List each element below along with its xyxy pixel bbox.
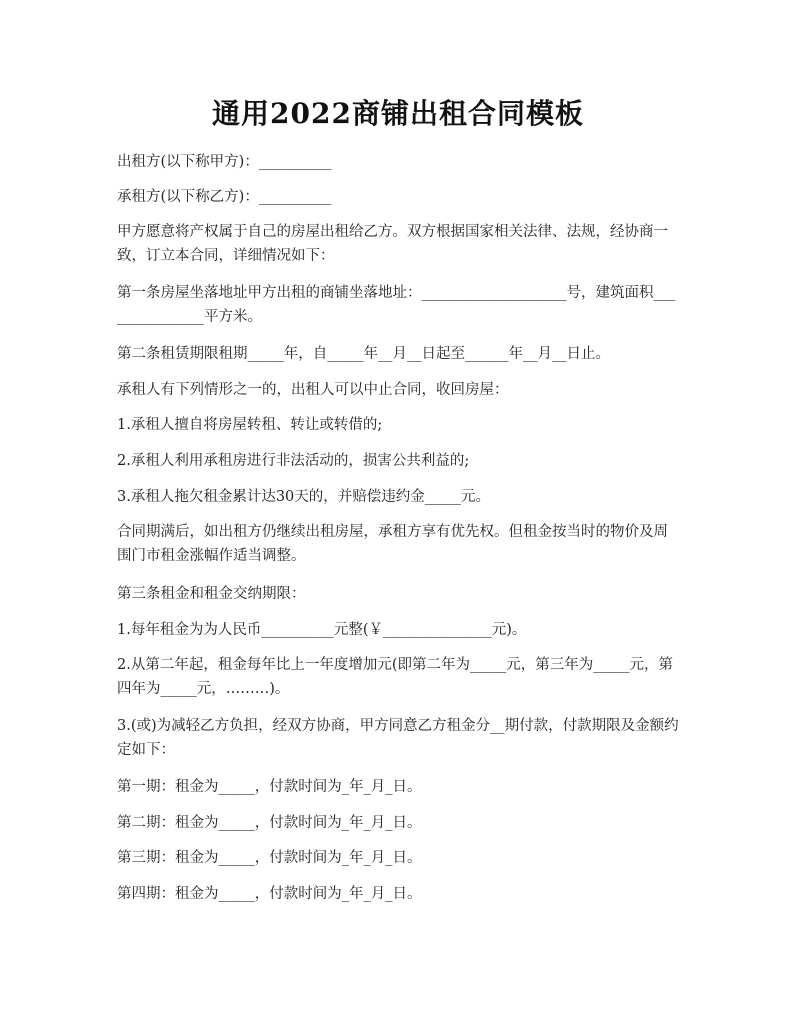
article-3-heading: 第三条租金和租金交纳期限： [117, 586, 306, 602]
document-title: 通用2022商铺出租合同模板 [212, 97, 584, 130]
article-2-paragraph: 第二条租赁期限租期_____年，自_____年__月__日起至______年__月__日止。 [117, 346, 610, 362]
rent-item-2: 2.从第二年起，租金每年比上一年度增加元(即第二年为_____元，第三年为_____元，第四年为_____元，………)。 [117, 657, 673, 697]
installment-3: 第三期：租金为_____，付款时间为_年_月_日。 [117, 850, 422, 866]
installment-4: 第四期：租金为_____，付款时间为_年_月_日。 [117, 886, 422, 902]
renewal-paragraph: 合同期满后，如出租方仍继续出租房屋，承租方享有优先权。但租金按当时的物价及周围门市租金涨幅作适当调整。 [117, 524, 668, 564]
rent-item-1: 1.每年租金为为人民币__________元整(￥_______________元)。 [117, 622, 527, 638]
termination-item-2: 2.承租人利用承租房进行非法活动的，损害公共利益的; [117, 453, 470, 469]
lessee-line: 承租方(以下称乙方)：__________ [117, 189, 332, 205]
rent-item-3: 3.(或)为减轻乙方负担，经双方协商，甲方同意乙方租金分__期付款，付款期限及金额约定如下： [117, 718, 679, 758]
article-1-paragraph: 第一条房屋坐落地址甲方出租的商铺坐落地址：____________________号，建筑面积_______________平方米。 [117, 285, 676, 325]
lessor-line: 出租方(以下称甲方)：__________ [117, 154, 332, 170]
installment-1: 第一期：租金为_____，付款时间为_年_月_日。 [117, 779, 422, 795]
termination-intro-paragraph: 承租人有下列情形之一的，出租人可以中止合同，收回房屋： [117, 382, 509, 398]
termination-item-3: 3.承租人拖欠租金累计达30天的，并赔偿违约金_____元。 [117, 489, 491, 505]
termination-item-1: 1.承租人擅自将房屋转租、转让或转借的; [117, 417, 383, 433]
intro-paragraph: 甲方愿意将产权属于自己的房屋出租给乙方。双方根据国家相关法律、法规，经协商一致，订立本合同，详细情况如下： [117, 224, 668, 264]
installment-2: 第二期：租金为_____，付款时间为_年_月_日。 [117, 815, 422, 831]
